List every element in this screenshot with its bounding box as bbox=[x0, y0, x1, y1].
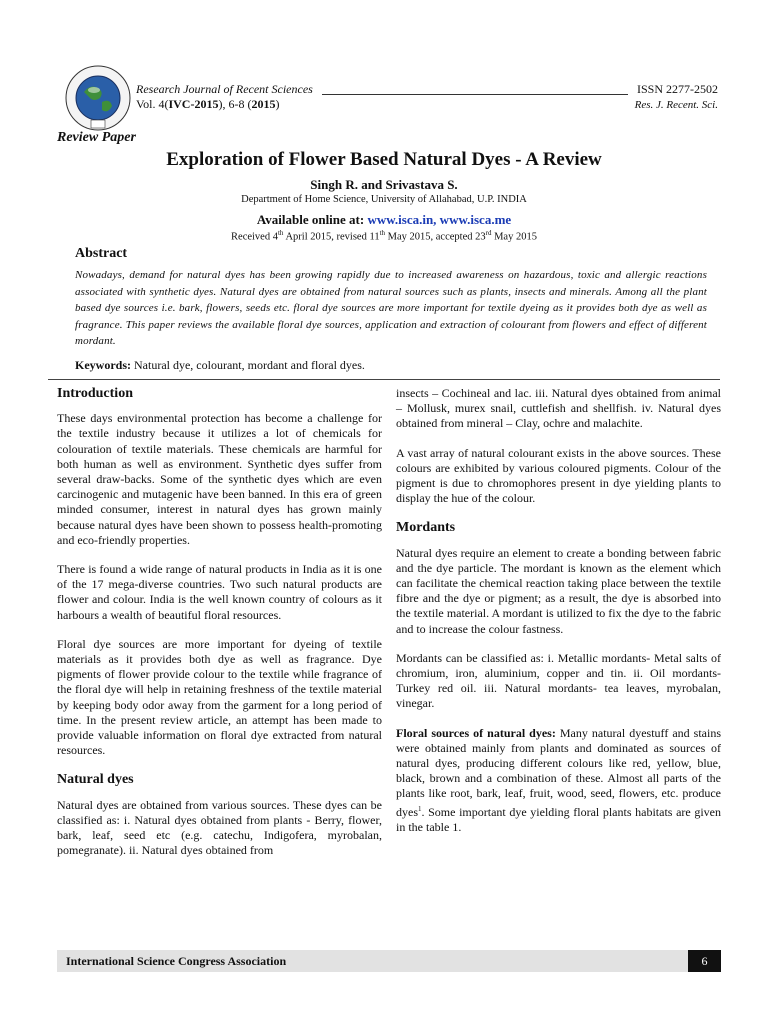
paper-authors: Singh R. and Srivastava S. bbox=[310, 177, 458, 192]
colourant-paragraph: A vast array of natural colourant exists in the above sources. These colours are exhibited by various coloured pigments. Colour of the pigment is due to chromophores present in dye yielding plants to display the hue of the colour. bbox=[396, 445, 721, 506]
left-column bbox=[57, 386, 382, 858]
introduction-heading: Introduction bbox=[57, 386, 133, 401]
abstract-text: Nowadays, demand for natural dyes has been growing rapidly due to increased awareness on hazardous, toxic and allergic reactions associated with synthetic dyes. Natural dyes are obtained from natural sources such as plants, insects and minerals. Among all the plant based dye sources i.e. bark, flowers, seeds etc. floral dye sources are more important for textile dyeing as it provides both dye as well as fragrance. This paper reviews the available floral dye sources, application and extraction of colourant from flowers and effect of different mordant. bbox=[75, 269, 707, 347]
right-column bbox=[396, 386, 721, 835]
mordants-heading: Mordants bbox=[396, 520, 456, 536]
keywords: Keywords: Natural dye, colourant, mordant and floral dyes. bbox=[75, 358, 365, 372]
journal-name: Research Journal of Recent Sciences bbox=[136, 82, 313, 96]
continued-paragraph: insects – Cochineal and lac. iii. Natural dyes obtained from animal – Mollusk, murex snail, cuttlefish and shellfish. iv. Natural dyes obtained from mineral – Clay, ochre and malachite. bbox=[396, 386, 721, 431]
section-divider bbox=[48, 379, 720, 380]
header-rule bbox=[322, 94, 628, 95]
paper-type: Review Paper bbox=[57, 130, 136, 145]
journal-header bbox=[136, 82, 313, 112]
journal-abbrev: Res. J. Recent. Sci. bbox=[634, 99, 718, 111]
issn: ISSN 2277-2502 bbox=[636, 82, 718, 96]
intro-paragraph-2: There is found a wide range of natural products in India as it is one of the 17 mega-diverse countries. Two such natural products are flower and colour. India is the well known country of colours as it harbours a wealth of beautiful floral resources. bbox=[57, 562, 382, 622]
footer-organization: International Science Congress Association bbox=[66, 954, 287, 968]
paper-title: Exploration of Flower Based Natural Dyes - A Review bbox=[166, 149, 602, 170]
natural-dyes-heading: Natural dyes bbox=[57, 772, 134, 788]
abstract-heading: Abstract bbox=[75, 246, 128, 261]
available-online: Available online at: www.isca.in, www.isca.me bbox=[256, 212, 512, 227]
page-number: 6 bbox=[688, 950, 721, 972]
volume-info: Vol. 4(IVC-2015), 6-8 (2015) bbox=[136, 97, 280, 111]
natural-dyes-paragraph: Natural dyes are obtained from various sources. These dyes can be classified as: i. Natural dyes obtained from plants - Berry, flower, bark, leaf, seed etc (e.g. catechu, Indigofera, myrobalan, pomegranate). ii. Natural dyes obtained from bbox=[57, 797, 382, 858]
mordants-paragraph-2: Mordants can be classified as: i. Metallic mordants- Metal salts of chromium, iron, aluminium, copper and tin. ii. Oil mordants- Turkey red oil. iii. Natural mordants- tea leaves, myrobalan, vinegar. bbox=[396, 650, 721, 711]
intro-paragraph-3: Floral dye sources are more important for dyeing of textile materials as it provides both dye as well as fragrance. Dye pigments of flower provide colour to the textile while fragrance of the floral dye will help in retaining freshness of the textile material by keeping body odor away from the garment for a long period of time. In the present review article, an attempt has been made to provide valuable information on floral dye extracted from natural resources. bbox=[57, 636, 382, 758]
mordants-paragraph-1: Natural dyes require an element to create a bonding between fabric and the dye particle. The mordant is known as the element which can facilitate the chemical reaction taking place between the textile fibre and the dye or pigment; as a result, the dye is absorbed into the textile material. A mordant is utilized to fix the dye to the fabric and to increase the colour fastness. bbox=[396, 545, 721, 636]
floral-sources-paragraph: Floral sources of natural dyes: Many natural dyestuff and stains were obtained mainly from plants and dominated as sources of natural dyes, producing different colours like red, yellow, blue, black, brown and a combination of these. Almost all parts of the plants like root, bark, leaf, fruit, wood, seed, flowers, etc. produce dyes$^1$. Some important dye yielding floral plants habitats are given in the table 1. bbox=[396, 725, 722, 834]
intro-paragraph-1: These days environmental protection has become a challenge for the textile industry because it utilizes a lot of chemicals for colouration of textile materials. These chemicals are harmful for both human as well as environment. Synthetic dyes suffer from several draw-backs. Some of the synthetic dyes which are even carcinogenic and mutagenic have been banned. In this era of green minded consumer, interest in natural dyes has grown mainly because natural dyes have been shown to possess health-promoting and eco-friendly properties. bbox=[57, 411, 382, 547]
affiliation: Department of Home Science, University of Allahabad, U.P. INDIA bbox=[241, 194, 527, 205]
received-dates: Received 4th April 2015, revised 11th May 2015, accepted 23rd May 2015 bbox=[231, 229, 537, 243]
journal-links[interactable]: www.isca.in, www.isca.me bbox=[367, 212, 512, 227]
journal-logo bbox=[64, 64, 132, 132]
journal-meta bbox=[635, 81, 718, 113]
